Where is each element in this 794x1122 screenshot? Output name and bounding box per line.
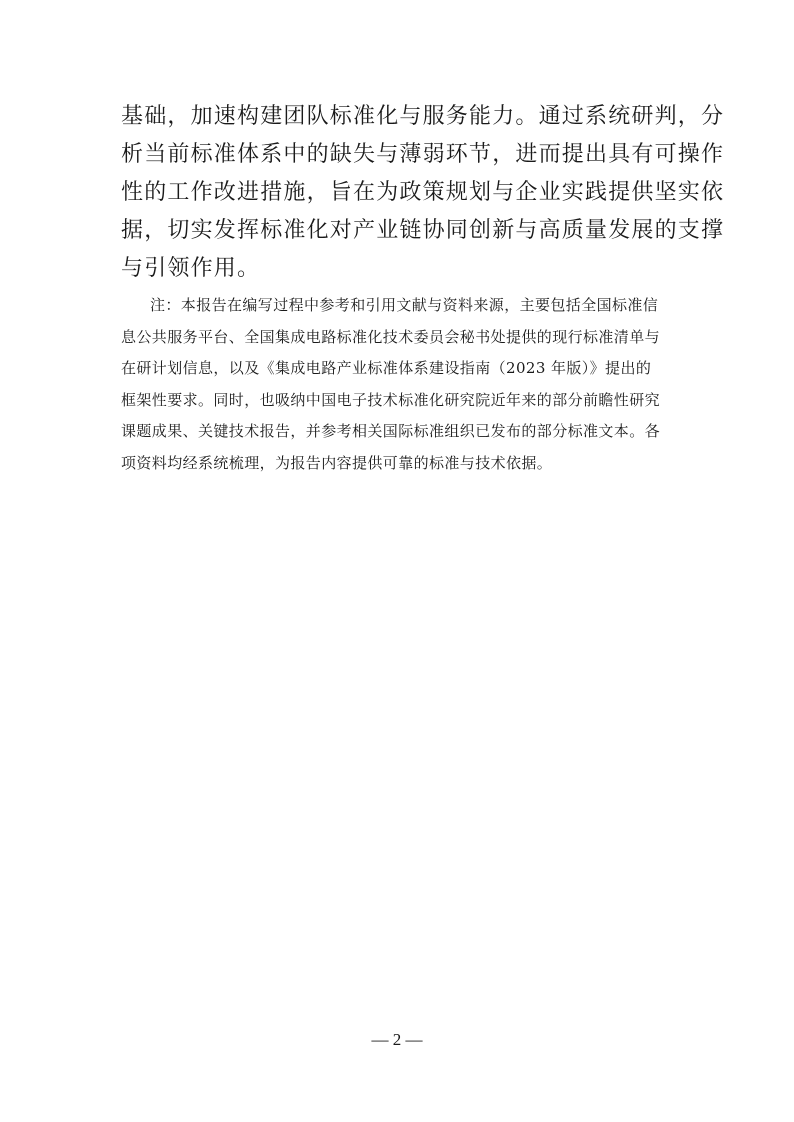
body-line: 基础，加速构建团队标准化与服务能力。通过系统研判，分 xyxy=(121,104,725,129)
note-line: 息公共服务平台、全国集成电路标准化技术委员会秘书处提供的现行标准清单与 xyxy=(121,327,661,346)
note-line: 课题成果、关键技术报告，并参考相关国际标准组织已发布的部分标准文本。各 xyxy=(121,422,661,440)
body-line: 与引领作用。 xyxy=(121,256,261,281)
body-line: 析当前标准体系中的缺失与薄弱环节，进而提出具有可操作 xyxy=(121,142,725,167)
note-line: 框架性要求。同时，也吸纳中国电子技术标准化研究院近年来的部分前瞻性研究 xyxy=(121,390,661,409)
note-line: 注：本报告在编写过程中参考和引用文献与资料来源，主要包括全国标准信 xyxy=(150,296,659,314)
body-line: 性的工作改进措施，旨在为政策规划与企业实践提供坚实依 xyxy=(121,180,725,205)
note-line: 项资料均经系统梳理，为报告内容提供可靠的标准与技术依据。 xyxy=(121,453,553,472)
body-paragraph xyxy=(121,98,725,288)
body-line: 据，切实发挥标准化对产业链协同创新与高质量发展的支撑 xyxy=(121,218,725,243)
note-line: 在研计划信息，以及《集成电路产业标准体系建设指南（2023 年版）》提出的 xyxy=(121,359,652,377)
page-number: — 2 — xyxy=(371,1030,423,1049)
footnote-paragraph xyxy=(121,290,681,479)
